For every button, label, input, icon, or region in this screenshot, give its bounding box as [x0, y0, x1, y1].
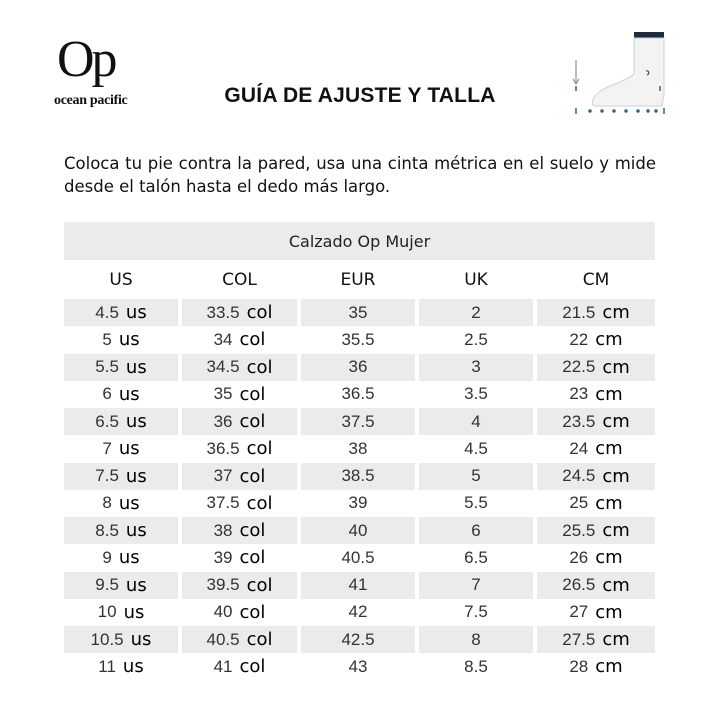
- table-cell-eur: [301, 490, 415, 517]
- size-value: 2: [471, 302, 481, 322]
- unit-label: col: [239, 656, 266, 678]
- table-cell-eur: [301, 544, 415, 571]
- size-value: 36: [348, 357, 368, 376]
- size-value: 27.5: [562, 629, 596, 649]
- size-value: 25.5: [562, 520, 596, 540]
- unit-label: col: [239, 520, 266, 541]
- size-value: 8: [471, 629, 481, 649]
- unit-label: col: [239, 411, 266, 432]
- size-value: 21.5: [562, 302, 596, 322]
- unit-label: cm: [595, 438, 623, 460]
- logo-text: ocean pacific: [54, 93, 128, 108]
- size-value: 6: [102, 384, 112, 404]
- table-cell-eur: [301, 463, 415, 490]
- table-cell-us: [64, 381, 178, 408]
- unit-label: us: [118, 329, 140, 351]
- size-value: 34: [213, 329, 233, 349]
- brand-logo: [54, 31, 134, 113]
- unit-label: us: [122, 656, 144, 678]
- unit-label: col: [246, 574, 273, 596]
- intro-text: Coloca tu pie contra la pared, usa una cinta métrica en el suelo y mide desde el talón hasta el dedo más largo.: [64, 153, 656, 196]
- table-cell-eur: [301, 354, 415, 381]
- table-cell-cm: [537, 326, 655, 353]
- size-value: 7.5: [95, 466, 119, 485]
- table-cell-eur: [301, 381, 415, 408]
- table-cell-us: [64, 653, 178, 680]
- size-value: 23.5: [562, 411, 596, 431]
- table-cell-col: [182, 517, 297, 544]
- size-value: 23: [569, 384, 589, 404]
- table-cell-cm: [537, 435, 655, 462]
- size-value: 33.5: [206, 302, 240, 322]
- table-cell-eur: [301, 572, 415, 599]
- table-cell-col: [182, 653, 297, 680]
- size-value: 22.5: [562, 357, 596, 376]
- table-cell-cm: [537, 517, 655, 544]
- table-cell-eur: [301, 408, 415, 435]
- table-cell-cm: [537, 408, 655, 435]
- size-value: 35.5: [341, 329, 375, 349]
- size-value: 37.5: [206, 493, 240, 513]
- unit-label: cm: [602, 574, 630, 596]
- size-value: 36.5: [206, 438, 240, 458]
- size-value: 8.5: [464, 656, 488, 676]
- table-row: [64, 490, 655, 517]
- size-value: 38: [348, 438, 368, 458]
- size-value: 5.5: [464, 493, 488, 513]
- table-cell-us: [64, 408, 178, 435]
- table-cell-col: [182, 299, 297, 326]
- table-cell-us: [64, 299, 178, 326]
- table-row: [64, 463, 655, 490]
- size-value: 40: [348, 520, 368, 540]
- table-header-row: [64, 266, 655, 294]
- size-value: 4.5: [464, 438, 488, 458]
- unit-label: col: [246, 438, 273, 460]
- size-value: 40: [213, 602, 233, 622]
- size-value: 3.5: [464, 384, 488, 404]
- foot-measure-icon: [568, 30, 668, 122]
- size-value: 24.5: [562, 466, 596, 485]
- size-value: 10: [97, 602, 117, 622]
- column-header-col: COL: [222, 270, 257, 290]
- unit-label: col: [239, 465, 266, 487]
- unit-label: us: [125, 465, 147, 487]
- table-cell-uk: [419, 381, 533, 408]
- unit-label: us: [130, 629, 152, 650]
- table-cell-col: [182, 408, 297, 435]
- table-row: [64, 354, 655, 381]
- table-row: [64, 435, 655, 462]
- size-value: 43: [348, 656, 368, 676]
- table-cell-cm: [537, 626, 655, 653]
- unit-label: cm: [595, 601, 623, 623]
- table-cell-us: [64, 626, 178, 653]
- table-cell-us: [64, 435, 178, 462]
- unit-label: us: [123, 601, 145, 623]
- size-value: 36.5: [341, 384, 375, 404]
- size-value: 6: [471, 520, 481, 540]
- table-cell-eur: [301, 299, 415, 326]
- table-cell-col: [182, 463, 297, 490]
- size-value: 42: [348, 602, 368, 622]
- size-value: 3: [471, 357, 481, 376]
- size-value: 41: [348, 575, 368, 594]
- unit-label: cm: [602, 302, 630, 323]
- table-cell-uk: [419, 572, 533, 599]
- size-value: 39: [213, 547, 233, 567]
- size-value: 26.5: [562, 575, 596, 594]
- size-value: 34.5: [206, 357, 240, 376]
- size-value: 7: [471, 575, 481, 594]
- size-value: 4: [471, 411, 481, 431]
- table-cell-uk: [419, 517, 533, 544]
- table-cell-us: [64, 572, 178, 599]
- unit-label: us: [118, 438, 140, 460]
- table-cell-eur: [301, 435, 415, 462]
- unit-label: col: [239, 383, 266, 405]
- table-cell-cm: [537, 599, 655, 626]
- unit-label: us: [118, 383, 140, 405]
- column-header-eur: EUR: [340, 270, 376, 290]
- table-row: [64, 572, 655, 599]
- unit-label: cm: [602, 411, 630, 432]
- table-cell-col: [182, 381, 297, 408]
- unit-label: col: [246, 302, 273, 323]
- size-value: 40.5: [206, 629, 240, 649]
- table-cell-uk: [419, 299, 533, 326]
- size-value: 37: [213, 466, 233, 485]
- size-value: 5: [471, 466, 481, 485]
- table-cell-uk: [419, 544, 533, 571]
- table-cell-uk: [419, 653, 533, 680]
- size-value: 38: [213, 520, 233, 540]
- size-value: 6.5: [464, 547, 488, 567]
- unit-label: us: [118, 492, 140, 514]
- table-cell-col: [182, 626, 297, 653]
- unit-label: col: [239, 547, 266, 569]
- size-value: 36: [213, 411, 233, 431]
- size-value: 28: [569, 656, 589, 676]
- size-value: 6.5: [95, 411, 119, 431]
- table-cell-col: [182, 572, 297, 599]
- unit-label: col: [239, 601, 266, 623]
- table-cell-us: [64, 490, 178, 517]
- table-cell-col: [182, 544, 297, 571]
- unit-label: col: [239, 329, 266, 351]
- table-cell-uk: [419, 326, 533, 353]
- table-cell-uk: [419, 599, 533, 626]
- table-cell-col: [182, 435, 297, 462]
- table-cell-eur: [301, 599, 415, 626]
- size-value: 39.5: [206, 575, 240, 594]
- table-cell-us: [64, 463, 178, 490]
- table-cell-cm: [537, 299, 655, 326]
- table-cell-us: [64, 354, 178, 381]
- table-title: Calzado Op Mujer: [64, 222, 655, 260]
- column-header-uk: UK: [464, 270, 488, 290]
- unit-label: cm: [602, 356, 630, 378]
- column-header-cm: CM: [582, 270, 610, 290]
- size-value: 7.5: [464, 602, 488, 622]
- table-row: [64, 326, 655, 353]
- table-cell-cm: [537, 572, 655, 599]
- table-row: [64, 408, 655, 435]
- size-value: 4.5: [95, 302, 119, 322]
- table-cell-cm: [537, 653, 655, 680]
- size-value: 8.5: [95, 520, 119, 540]
- table-row: [64, 299, 655, 326]
- size-value: 9: [102, 547, 112, 567]
- size-value: 37.5: [341, 411, 375, 431]
- table-cell-col: [182, 490, 297, 517]
- table-row: [64, 599, 655, 626]
- table-cell-col: [182, 326, 297, 353]
- unit-label: cm: [595, 547, 623, 569]
- unit-label: us: [118, 547, 140, 569]
- table-row: [64, 381, 655, 408]
- logo-mark: Op: [57, 31, 115, 88]
- unit-label: cm: [602, 629, 630, 650]
- unit-label: cm: [595, 656, 623, 678]
- unit-label: cm: [602, 465, 630, 487]
- table-cell-cm: [537, 490, 655, 517]
- size-value: 35: [348, 302, 368, 322]
- table-cell-us: [64, 517, 178, 544]
- size-value: 35: [213, 384, 233, 404]
- table-cell-us: [64, 599, 178, 626]
- table-cell-uk: [419, 354, 533, 381]
- table-row: [64, 653, 655, 680]
- table-row: [64, 517, 655, 544]
- table-cell-eur: [301, 326, 415, 353]
- unit-label: us: [125, 574, 147, 596]
- unit-label: col: [246, 356, 273, 378]
- table-cell-eur: [301, 653, 415, 680]
- size-value: 40.5: [341, 547, 375, 567]
- table-cell-eur: [301, 517, 415, 544]
- table-cell-uk: [419, 463, 533, 490]
- size-value: 7: [102, 438, 112, 458]
- size-value: 2.5: [464, 329, 488, 349]
- size-value: 26: [569, 547, 589, 567]
- size-value: 5: [102, 329, 112, 349]
- table-cell-cm: [537, 354, 655, 381]
- table-cell-uk: [419, 490, 533, 517]
- table-cell-uk: [419, 435, 533, 462]
- table-row: [64, 544, 655, 571]
- table-cell-eur: [301, 626, 415, 653]
- unit-label: col: [246, 629, 273, 650]
- unit-label: us: [125, 520, 147, 541]
- size-value: 25: [569, 493, 589, 513]
- table-cell-us: [64, 326, 178, 353]
- size-value: 5.5: [95, 357, 119, 376]
- unit-label: col: [246, 492, 273, 514]
- size-value: 24: [569, 438, 589, 458]
- size-value: 8: [102, 493, 112, 513]
- table-cell-cm: [537, 463, 655, 490]
- size-value: 9.5: [95, 575, 119, 594]
- unit-label: cm: [595, 383, 623, 405]
- table-cell-uk: [419, 408, 533, 435]
- unit-label: cm: [595, 329, 623, 351]
- size-value: 11: [98, 656, 116, 676]
- size-value: 41: [213, 656, 233, 676]
- unit-label: us: [125, 302, 147, 323]
- table-cell-uk: [419, 626, 533, 653]
- table-cell-col: [182, 354, 297, 381]
- size-value: 10.5: [90, 629, 124, 649]
- table-cell-cm: [537, 381, 655, 408]
- column-header-us: US: [109, 270, 133, 290]
- size-value: 38.5: [341, 466, 375, 485]
- unit-label: cm: [595, 492, 623, 514]
- page-title: GUÍA DE AJUSTE Y TALLA: [224, 84, 496, 107]
- size-value: 22: [569, 329, 589, 349]
- unit-label: cm: [602, 520, 630, 541]
- table-cell-cm: [537, 544, 655, 571]
- unit-label: us: [125, 356, 147, 378]
- table-cell-col: [182, 599, 297, 626]
- size-value: 27: [569, 602, 589, 622]
- size-value: 42.5: [341, 629, 375, 649]
- table-cell-us: [64, 544, 178, 571]
- table-row: [64, 626, 655, 653]
- size-value: 39: [348, 493, 368, 513]
- unit-label: us: [125, 411, 147, 432]
